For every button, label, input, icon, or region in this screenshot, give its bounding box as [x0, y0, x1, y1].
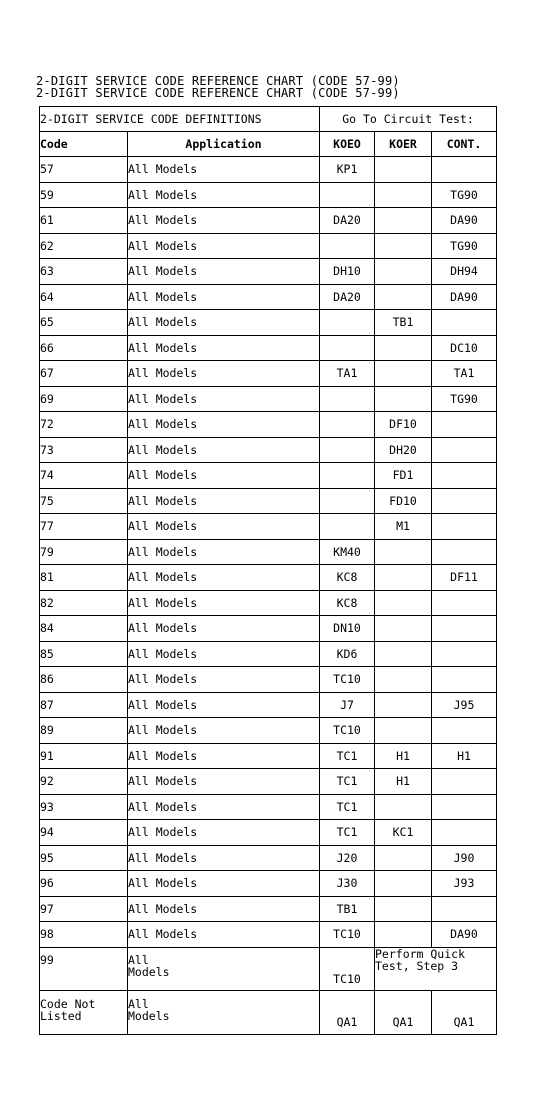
cont-cell: H1 — [432, 743, 497, 769]
koer-cell — [375, 565, 432, 591]
koer-cell — [375, 157, 432, 183]
application-cell: All Models — [128, 718, 320, 744]
chart-title-line-1: 2-DIGIT SERVICE CODE REFERENCE CHART (CODE 57-99) — [36, 74, 400, 88]
application-cell: All Models — [128, 157, 320, 183]
cont-cell: TA1 — [432, 361, 497, 387]
table-row — [40, 310, 497, 336]
application-column-header: Application — [128, 132, 320, 157]
koeo-cell: KC8 — [320, 590, 375, 616]
application-cell: All Models — [128, 233, 320, 259]
koeo-cell: DN10 — [320, 616, 375, 642]
table-row — [40, 845, 497, 871]
koer-cell: TB1 — [375, 310, 432, 336]
koeo-cell: TC10 — [320, 947, 375, 990]
table-row — [40, 616, 497, 642]
koeo-cell: QA1 — [320, 990, 375, 1034]
table-row — [40, 259, 497, 285]
code-cell: 96 — [40, 871, 128, 897]
koer-cell — [375, 208, 432, 234]
application-cell: All Models — [128, 514, 320, 540]
koer-cell — [375, 590, 432, 616]
application-line-1: All — [128, 996, 149, 1011]
code-cell — [40, 990, 128, 1034]
application-cell: All Models — [128, 335, 320, 361]
koer-cell — [375, 361, 432, 387]
code-cell: 59 — [40, 182, 128, 208]
code-cell: 97 — [40, 896, 128, 922]
application-cell: All Models — [128, 896, 320, 922]
koer-cell — [375, 667, 432, 693]
table-row — [40, 641, 497, 667]
application-cell: All Models — [128, 565, 320, 591]
application-cell: All Models — [128, 437, 320, 463]
koer-cell — [375, 539, 432, 565]
code-cell: 91 — [40, 743, 128, 769]
table-row — [40, 692, 497, 718]
koer-cell — [375, 259, 432, 285]
table-row — [40, 514, 497, 540]
table-row — [40, 769, 497, 795]
code-cell: 73 — [40, 437, 128, 463]
koer-cell — [375, 335, 432, 361]
application-cell: All Models — [128, 590, 320, 616]
cont-cell: J90 — [432, 845, 497, 871]
koeo-cell — [320, 463, 375, 489]
code-cell: 74 — [40, 463, 128, 489]
koer-cell — [375, 871, 432, 897]
table-row — [40, 922, 497, 948]
perform-quick-test-cell — [375, 947, 497, 990]
koeo-cell: TC1 — [320, 769, 375, 795]
table-row-99 — [40, 947, 497, 990]
code-cell: 87 — [40, 692, 128, 718]
cont-cell — [432, 437, 497, 463]
cont-cell — [432, 157, 497, 183]
application-line-1: All — [128, 952, 149, 967]
cont-cell: J93 — [432, 871, 497, 897]
table-row — [40, 896, 497, 922]
koeo-cell — [320, 437, 375, 463]
koer-cell: FD1 — [375, 463, 432, 489]
cont-column-header: CONT. — [432, 132, 497, 157]
koeo-cell: DA20 — [320, 284, 375, 310]
code-cell: 79 — [40, 539, 128, 565]
koer-cell — [375, 641, 432, 667]
koer-cell — [375, 692, 432, 718]
application-cell: All Models — [128, 871, 320, 897]
goto-circuit-test-header: Go To Circuit Test: — [320, 107, 497, 132]
table-row — [40, 412, 497, 438]
koer-cell — [375, 845, 432, 871]
koer-cell — [375, 284, 432, 310]
cont-cell — [432, 718, 497, 744]
code-cell: 93 — [40, 794, 128, 820]
koeo-cell — [320, 233, 375, 259]
table-header-row — [40, 107, 497, 132]
cont-cell: DA90 — [432, 922, 497, 948]
cont-cell — [432, 616, 497, 642]
code-cell: 67 — [40, 361, 128, 387]
table-row — [40, 820, 497, 846]
koeo-cell — [320, 182, 375, 208]
application-line-2: Models — [128, 1008, 170, 1023]
application-cell: All Models — [128, 463, 320, 489]
koer-column-header: KOER — [375, 132, 432, 157]
table-row — [40, 182, 497, 208]
koeo-cell: KP1 — [320, 157, 375, 183]
application-cell: All Models — [128, 641, 320, 667]
code-cell: 57 — [40, 157, 128, 183]
cont-cell: TG90 — [432, 182, 497, 208]
code-cell: 81 — [40, 565, 128, 591]
koeo-cell: TC1 — [320, 794, 375, 820]
application-cell: All Models — [128, 182, 320, 208]
application-cell — [128, 947, 320, 990]
koeo-cell: KD6 — [320, 641, 375, 667]
koeo-cell — [320, 412, 375, 438]
koer-cell: M1 — [375, 514, 432, 540]
table-row — [40, 233, 497, 259]
code-cell: 89 — [40, 718, 128, 744]
application-cell: All Models — [128, 922, 320, 948]
table-row — [40, 539, 497, 565]
koer-cell — [375, 718, 432, 744]
application-cell: All Models — [128, 361, 320, 387]
koeo-column-header: KOEO — [320, 132, 375, 157]
table-row — [40, 157, 497, 183]
koer-cell — [375, 233, 432, 259]
koer-cell — [375, 386, 432, 412]
koeo-cell — [320, 488, 375, 514]
koeo-cell: KC8 — [320, 565, 375, 591]
cont-cell — [432, 590, 497, 616]
code-cell: 86 — [40, 667, 128, 693]
code-cell: 62 — [40, 233, 128, 259]
koeo-cell — [320, 310, 375, 336]
koer-cell: DH20 — [375, 437, 432, 463]
application-cell: All Models — [128, 488, 320, 514]
cont-cell — [432, 641, 497, 667]
koeo-cell: TC10 — [320, 667, 375, 693]
koer-cell: DF10 — [375, 412, 432, 438]
table-row-code-not-listed — [40, 990, 497, 1034]
cont-cell — [432, 820, 497, 846]
column-header-row — [40, 132, 497, 157]
koer-cell: KC1 — [375, 820, 432, 846]
code-cell: 77 — [40, 514, 128, 540]
koeo-cell — [320, 514, 375, 540]
code-cell: 82 — [40, 590, 128, 616]
code-cell: 95 — [40, 845, 128, 871]
application-line-2: Models — [128, 964, 170, 979]
koeo-cell: KM40 — [320, 539, 375, 565]
koer-cell — [375, 182, 432, 208]
koeo-cell: TC1 — [320, 820, 375, 846]
table-row — [40, 284, 497, 310]
koeo-cell: DH10 — [320, 259, 375, 285]
cont-cell — [432, 514, 497, 540]
code-cell: 92 — [40, 769, 128, 795]
koeo-cell: TC1 — [320, 743, 375, 769]
cont-cell: J95 — [432, 692, 497, 718]
koeo-cell — [320, 386, 375, 412]
cont-cell — [432, 412, 497, 438]
table-row — [40, 488, 497, 514]
code-cell: 85 — [40, 641, 128, 667]
table-row — [40, 335, 497, 361]
perform-line-1: Perform Quick — [375, 947, 466, 961]
application-cell: All Models — [128, 692, 320, 718]
table-row — [40, 208, 497, 234]
code-cell: 94 — [40, 820, 128, 846]
koeo-cell: DA20 — [320, 208, 375, 234]
application-cell: All Models — [128, 310, 320, 336]
perform-line-2: Test, Step 3 — [375, 958, 459, 973]
definitions-header: 2-DIGIT SERVICE CODE DEFINITIONS — [40, 107, 320, 132]
cont-cell — [432, 896, 497, 922]
application-cell: All Models — [128, 667, 320, 693]
table-row — [40, 463, 497, 489]
cont-cell — [432, 769, 497, 795]
koer-cell — [375, 794, 432, 820]
application-cell: All Models — [128, 845, 320, 871]
cont-cell: QA1 — [432, 990, 497, 1034]
table-row — [40, 667, 497, 693]
koer-cell — [375, 922, 432, 948]
koeo-cell — [320, 335, 375, 361]
code-line-1: Code Not — [40, 996, 96, 1011]
code-cell: 63 — [40, 259, 128, 285]
koeo-cell: TC10 — [320, 718, 375, 744]
code-cell: 84 — [40, 616, 128, 642]
koeo-cell: TC10 — [320, 922, 375, 948]
code-cell: 65 — [40, 310, 128, 336]
cont-cell — [432, 539, 497, 565]
code-cell: 99 — [40, 947, 128, 990]
table-row — [40, 794, 497, 820]
cont-cell: DH94 — [432, 259, 497, 285]
code-cell: 72 — [40, 412, 128, 438]
table-row — [40, 361, 497, 387]
application-cell: All Models — [128, 794, 320, 820]
cont-cell — [432, 488, 497, 514]
code-cell: 69 — [40, 386, 128, 412]
koer-cell: H1 — [375, 743, 432, 769]
application-cell: All Models — [128, 386, 320, 412]
koeo-cell: J20 — [320, 845, 375, 871]
cont-cell — [432, 667, 497, 693]
koeo-cell: TA1 — [320, 361, 375, 387]
koeo-cell: J7 — [320, 692, 375, 718]
code-cell: 98 — [40, 922, 128, 948]
application-cell: All Models — [128, 412, 320, 438]
code-column-header: Code — [40, 132, 128, 157]
code-cell: 64 — [40, 284, 128, 310]
application-cell: All Models — [128, 259, 320, 285]
koer-cell — [375, 896, 432, 922]
cont-cell — [432, 794, 497, 820]
cont-cell: DF11 — [432, 565, 497, 591]
cont-cell: DA90 — [432, 284, 497, 310]
code-cell: 61 — [40, 208, 128, 234]
koeo-cell: TB1 — [320, 896, 375, 922]
table-row — [40, 871, 497, 897]
code-cell: 75 — [40, 488, 128, 514]
cont-cell: TG90 — [432, 386, 497, 412]
application-cell: All Models — [128, 616, 320, 642]
table-row — [40, 565, 497, 591]
table-row — [40, 743, 497, 769]
koer-cell: FD10 — [375, 488, 432, 514]
table-row — [40, 386, 497, 412]
application-cell — [128, 990, 320, 1034]
koer-cell — [375, 616, 432, 642]
code-line-2: Listed — [40, 1008, 82, 1023]
cont-cell: TG90 — [432, 233, 497, 259]
chart-title-line-2: 2-DIGIT SERVICE CODE REFERENCE CHART (CODE 57-99) — [36, 86, 400, 100]
application-cell: All Models — [128, 743, 320, 769]
cont-cell — [432, 310, 497, 336]
cont-cell — [432, 463, 497, 489]
application-cell: All Models — [128, 769, 320, 795]
koer-cell: QA1 — [375, 990, 432, 1034]
koeo-cell: J30 — [320, 871, 375, 897]
table-row — [40, 590, 497, 616]
application-cell: All Models — [128, 820, 320, 846]
application-cell: All Models — [128, 539, 320, 565]
table-row — [40, 437, 497, 463]
table-row — [40, 718, 497, 744]
application-cell: All Models — [128, 208, 320, 234]
application-cell: All Models — [128, 284, 320, 310]
koer-cell: H1 — [375, 769, 432, 795]
cont-cell: DC10 — [432, 335, 497, 361]
code-cell: 66 — [40, 335, 128, 361]
service-code-reference-table — [39, 106, 497, 1035]
cont-cell: DA90 — [432, 208, 497, 234]
